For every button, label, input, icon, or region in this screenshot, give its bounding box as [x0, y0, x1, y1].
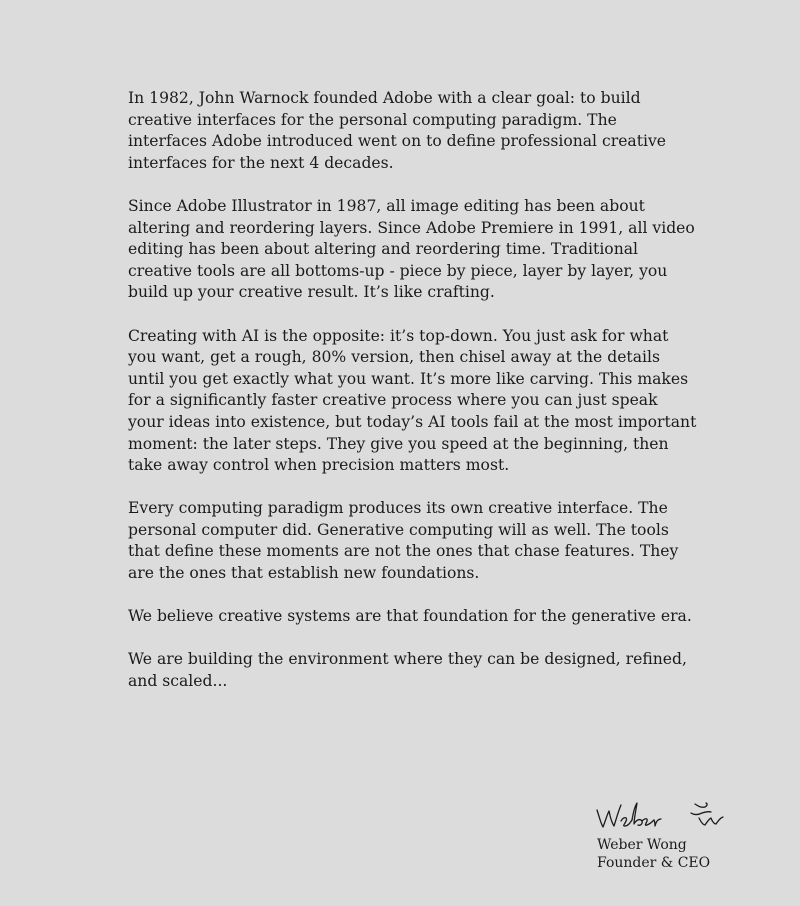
paragraph-layers-and-time: Since Adobe Illustrator in 1987, all image editing has been about altering and reordering layers. Since Adobe Premiere in 1991, all video editing has been about altering and reordering time. Traditional creative tools are all bottoms-up - piece by piece, layer by layer, you build up your creative result. It’s like crafting. [128, 196, 695, 302]
letter-body [128, 88, 698, 714]
paragraph-creative-systems: We believe creative systems are that foundation for the generative era. [128, 607, 692, 626]
handwritten-signature [595, 796, 745, 836]
signature-block [597, 796, 767, 872]
signer-name: Weber Wong [597, 837, 687, 853]
paragraph-adobe-history: In 1982, John Warnock founded Adobe with a clear goal: to build creative interfaces for the personal computing paradigm. The interfaces Adobe introduced went on to define professional creative interfaces for the next 4 decades. [128, 89, 667, 172]
paragraph-ai-top-down: Creating with AI is the opposite: it’s top-down. You just ask for what you want, get a rough, 80% version, then chisel away at the details until you get exactly what you want. It’s more like carving. This makes for a significantly faster creative process where you can just speak your ideas into existence, but today’s AI tools fail at the most important moment: the later steps. They give you speed at the beginning, then take away control when precision matters most. [128, 326, 697, 475]
signer-title: Founder & CEO [597, 855, 711, 871]
paragraph-building-environment: We are building the environment where they can be designed, refined, and scaled... [128, 650, 687, 691]
paragraph-computing-paradigm: Every computing paradigm produces its own creative interface. The personal computer did. Generative computing will as well. The tools that define these moments are not the ones that chase features. They are the ones that establish new foundations. [128, 499, 679, 583]
